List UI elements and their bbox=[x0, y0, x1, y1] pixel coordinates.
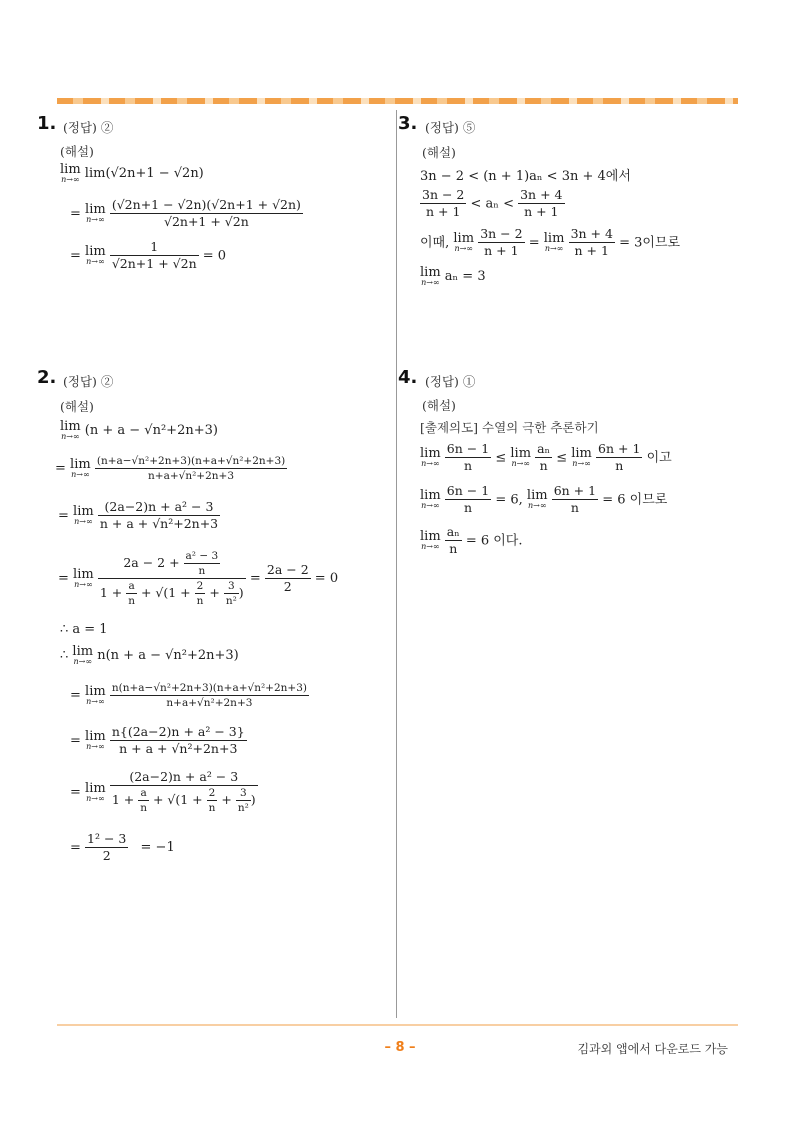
equation-line: $\frac{3n - 2}{n + 1}$ < aₙ < $\frac{3n + 4}{n + 1}$ bbox=[422, 187, 563, 220]
equation-line: 이때, lim n→∞ $\frac{3n - 2}{n + 1}$ = lim n→∞ $\frac{3n + 4}{n + 1}$ = 3이므로 bbox=[420, 226, 681, 259]
solution-label: (해설) bbox=[422, 145, 456, 160]
equation-line: ∴ lim n→∞ n(n + a − √n²+2n+3) bbox=[60, 644, 239, 666]
equation-line: = lim n→∞ $\frac{(√2n+1 - √2n)(√2n+1 + √2n)}{√2n+1 + √2n}$ bbox=[70, 197, 301, 230]
equation-line: lim n→∞ $\frac{\text{aₙ}}{n}$ = 6 이다. bbox=[420, 524, 523, 557]
question-number: 3. bbox=[398, 113, 418, 134]
equation-line: = lim n→∞ $\frac{\text{(n+a−√n²+2n+3)(n+a+√n²+2n+3)}}{\text{n+a+√n²+2n+3}}$ bbox=[55, 455, 286, 483]
equation-line: lim n→∞ $\frac{6n - 1}{n}$ = 6, lim n→∞ $\frac{6n + 1}{n}$ = 6 이므로 bbox=[420, 483, 668, 516]
conclusion-line: ∴ a = 1 bbox=[60, 622, 108, 637]
equation-line: lim n→∞ (n + a − √n²+2n+3) bbox=[60, 419, 218, 441]
equation-line: = lim n→∞ (2a−2)n + a² − 3 1 + $\frac{a}{n}$ + √(1 + $\frac{2}{n}$ + $\frac{3}{\text{n²}}$ ) bbox=[70, 769, 256, 815]
question-number: 2. bbox=[37, 367, 57, 388]
header-decoration-bar bbox=[57, 98, 738, 104]
equation-line: lim n→∞ aₙ = 3 bbox=[420, 265, 486, 287]
answer-text: (정답) ⑤ bbox=[425, 120, 476, 135]
equation-line: = lim n→∞ $\frac{\text{n(n+a−√n²+2n+3)(n+a+√n²+2n+3)}}{\text{n+a+√n²+2n+3}}$ bbox=[70, 682, 307, 710]
equation-line: = lim n→∞ $\frac{1}{√2n+1 + √2n}$ = 0 bbox=[70, 239, 227, 272]
answer-text: (정답) ① bbox=[425, 374, 476, 389]
equation-line: = lim n→∞ $\frac{\text{(2a−2)n + a² − 3}}{\text{n + a + √n²+2n+3}}$ bbox=[58, 499, 219, 532]
solution-label: (해설) bbox=[60, 144, 94, 159]
answer-text: (정답) ② bbox=[63, 374, 114, 389]
question-number: 4. bbox=[398, 367, 418, 388]
solution-label: (해설) bbox=[60, 399, 94, 414]
column-divider bbox=[396, 110, 397, 1018]
equation-line: lim n→∞ $\frac{6n - 1}{n}$ ≤ lim n→∞ $\frac{\text{aₙ}}{n}$ ≤ lim n→∞ $\frac{6n + 1}{n}$ 이고 bbox=[420, 441, 672, 474]
equation-line: = lim n→∞ $\frac{\text{n\{(2a−2)n + a² − 3\}}}{\text{n + a + √n²+2n+3}}$ bbox=[70, 724, 245, 757]
footer-line bbox=[57, 1024, 738, 1026]
problem-intent: [출제의도] 수열의 극한 추론하기 bbox=[420, 420, 599, 435]
equation-line: lim n→∞ lim(√2n+1 − √2n) bbox=[60, 162, 204, 184]
equation-line: = lim n→∞ 2a − 2 + $\frac{\text{a² − 3}}{n}$ 1 + $\frac{a}{n}$ + √(1 + $\frac{2}{n}$ + $\frac{3}{\text{n²}}$ ) = $\frac{2a - 2}{2}$ = 0 bbox=[58, 550, 339, 608]
equation-line: = $\frac{\text{1² − 3}}{2}$ = −1 bbox=[70, 831, 175, 864]
solution-label: (해설) bbox=[422, 398, 456, 413]
question-number: 1. bbox=[37, 113, 57, 134]
equation-line: 3n − 2 < (n + 1)aₙ < 3n + 4에서 bbox=[420, 169, 631, 184]
answer-text: (정답) ② bbox=[63, 120, 114, 135]
page-number: – 8 – bbox=[384, 1040, 416, 1055]
footer-note: 김과외 앱에서 다운로드 가능 bbox=[577, 1042, 728, 1056]
